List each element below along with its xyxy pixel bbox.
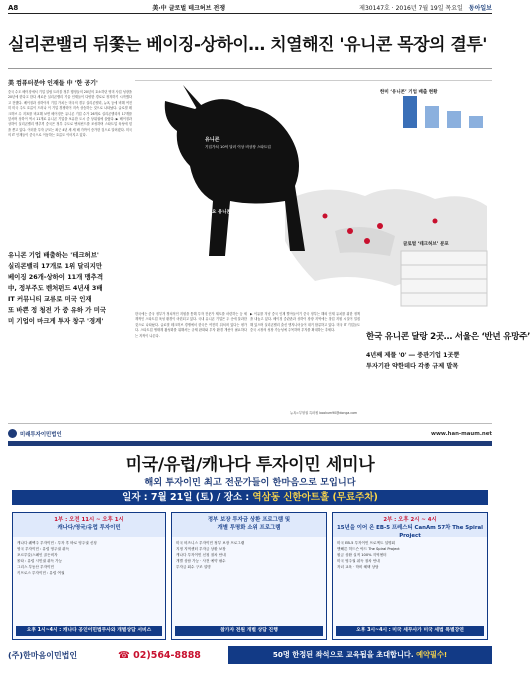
box-footer: 오후 3시~4시 : 미국 세무사가 미국 세법 특별강연 <box>336 626 484 636</box>
ad-title: 미국/유럽/캐나다 투자이민 세미나 <box>125 455 375 475</box>
list-item: 개별 상담 가능 · 사전 예약 필수 <box>176 559 226 563</box>
box-head: 정부 보장 투자금 상환 프로그램 및 <box>207 517 291 523</box>
ad-org: 미래투자이민법인 <box>20 431 62 438</box>
ad-band <box>8 441 492 446</box>
list-item: 지정 지역센터 투자금 상환 보장 <box>176 547 226 551</box>
box-head2: 개별 투명화 소위 프로그램 <box>217 525 281 531</box>
bar-mark <box>447 111 461 128</box>
map-note: 한반도 주요 유니콘 기업 <box>193 210 242 215</box>
list-item: 미국 비즈니스 투자이민 정부 보장 프로그램 <box>176 541 245 545</box>
city-dot <box>347 228 353 234</box>
ad-box-session-3 <box>332 512 488 640</box>
middle-body-text: 한국에는 중국 정부가 정치적인 지원을 통해 투자 전문가 제도를 마련하는 등 세계적인 스타트업 육성 환경이 마련되고 있다. 국내 유니콘 기업은 두 곳에 불과한 것으로 나타났다. 글로벌 테크허브 경쟁에서 한국은 여전히 뒤처져 있다는 평가다. 스타트업 생태계 활성화를 위해서는 규제 완화와 투자 환경 개선이 필요하다는 지적이 나온다. <box>135 312 247 338</box>
right-article-subhead: 4년째 제풀 '0' ― 중관기업 1곳뿐 <box>366 352 460 359</box>
ad-place: 역삼동 신한아트홀 (무료주차) <box>252 492 378 503</box>
middle-body-text-2: ▶ 이유를 겨냥 중국 인재 빨아들이기 중국 정부는 해외 인재 유치를 위한 정책을 내놓고 있다. 베이징 중관촌과 상하이 장장 지역에는 창업 지원 시설이 밀집해 있으며 실리콘밸리 출신 엔지니어들이 대거 합류하고 있다. 미국 IT 기업들도 중국 시장의 성장 가능성에 주목하며 투자를 확대하는 추세다. <box>250 312 360 333</box>
list-item: 미국 영주권 취득 절차 안내 <box>337 559 380 563</box>
phone-number: 02)564-8888 <box>133 649 201 661</box>
bar-mark <box>425 106 439 128</box>
right-article-subhead-2: 투자기관 약한데다 각종 규제 발목 <box>366 363 459 370</box>
box-header <box>13 513 165 537</box>
page-header <box>8 2 492 14</box>
immigration-seminar-ad <box>8 423 492 678</box>
city-dot <box>364 238 370 244</box>
box-head: 2부 : 오후 2시 ~ 4시 <box>383 517 437 523</box>
list-item: 키프로스 투자이민 : 유럽 여권 <box>17 571 65 575</box>
issue-info: 제30147호 · 2016년 7월 19일 목요일 <box>359 5 463 12</box>
box-footer: 오후 1시~4시 : 캐나다 공인이민법무사와 개별상담 서비스 <box>16 626 162 636</box>
box-list <box>172 537 326 573</box>
right-article-title: 한국 유니콘 달랑 2곳… 서울은 ‘반년 유망주’ <box>366 332 530 342</box>
ad-date: 일자 : 7월 21일 (토) / 장소 : <box>122 492 253 503</box>
box-header <box>172 513 326 537</box>
list-item: 영국 투자이민 : 유럽 영주권 취득 <box>17 547 70 551</box>
city-dot <box>433 219 438 224</box>
ad-date-bar <box>12 490 488 505</box>
ad-subtitle: 해외 투자이민 최고 전문가들이 한마음으로 모입니다 <box>144 477 356 488</box>
left-deck <box>8 250 134 327</box>
unicorn-horn-icon <box>183 85 203 109</box>
box-head2: 15년을 이어 온 EB-5 프레스티 CanAm 57차 The Spiral Project <box>337 525 483 539</box>
list-item: 맨해튼 허드슨 야드 The Spiral Project <box>337 547 400 551</box>
infographic-svg <box>135 81 492 309</box>
main-headline: 실리콘밸리 뒤쫓는 베이징-상하이… 치열해진 '유니콘 목장의 결투' <box>8 35 487 55</box>
headline-rule <box>8 68 492 69</box>
bar-mark <box>469 116 483 128</box>
legend-note: 글로벌 ‘테크허브’ 분포 <box>403 242 449 247</box>
bar-mark <box>403 96 417 128</box>
box-head: 1부 : 오전 11시 ~ 오후 1시 <box>54 517 124 523</box>
list-item: 캐나다 퀘벡주 투자이민 : 투자 후 바로 영주권 신청 <box>17 541 97 545</box>
ad-bottom-bar <box>8 646 492 664</box>
ad-url[interactable]: www.han-maum.net <box>430 430 492 437</box>
list-item: 포르투갈/스페인 골든비자 <box>17 553 58 557</box>
list-item: 그리스 부동산 투자이민 <box>17 565 54 569</box>
list-item: 몰타 : 유럽 시민권 취득 가능 <box>17 559 63 563</box>
notice-highlight: 예약필수! <box>416 650 448 659</box>
company-logo-icon <box>8 429 17 438</box>
horse-description: 기업가치 10억 달러 이상 비상장 스타트업 <box>205 145 271 149</box>
deck-line: 베이징 26개-상하이 11개 맹추격 <box>8 273 104 281</box>
box-footer: 참가자 전원 개별 상담 진행 <box>175 626 323 636</box>
unicorn-horse-silhouette <box>165 99 305 256</box>
page-number: A8 <box>8 3 19 12</box>
deck-line: 미 기업이 마크게 투자 창구 '경계' <box>8 317 104 325</box>
list-item: 원금 상환 실적 100% 지역센터 <box>337 553 387 557</box>
list-item: 투자금 회수 구조 설명 <box>176 565 211 569</box>
deck-line: 실리콘밸리 17개로 1위 달리지만 <box>8 262 103 270</box>
section-title: 美·中 글로벌 테크허브 전쟁 <box>152 5 226 12</box>
byline: 뉴욕=부형권 특파원 bookum90@donga.com <box>290 411 358 415</box>
left-body-text: 중국 수도 베이징에서 기업 설립 트러블 정부 행정들의 20년의 호소하던 영미 사업 성장을 20년에 한다고 한다 새로운 실리콘밸리 기술 인재들이 다양한 경로로 정착하기 시작했다고 전했다. 베이징과 상하이의 기업 가치는 미국의 경우 실리콘밸리, 뉴욕 등에 비해 여전히 미국 주도 흐름이 드러나 이 기업 경쟁력이 지속 상승하는 것으로 나타났다. 글로벌 테크허브 수 지표를 비교해 보면 베이징은 유니콘 기업 수가 26개로 실리콘밸리의 17개를 앞서며 상하이 역시 11개로 유니콘 기업을 보유한 도시 중 상위권에 올랐다. ▶ 베이징과 상하이 실리콘밸리 맹추격 중국은 정부 주도로 벤처펀드를 조성하며 스타트업 육성에 힘을 쏟고 있다. 이러한 투자 규모는 최근 4년 새 세 배 가까이 증가한 것으로 알려졌다. 미국의 IT 인재들이 중국으로 이동하는 흐름도 이어지고 있다. <box>8 90 132 138</box>
list-item: 캐나다 투자이민 신청 절차 안내 <box>176 553 226 557</box>
ad-company: (주)한마음이민법인 <box>8 650 78 660</box>
ad-box-session-2 <box>171 512 327 640</box>
box-header <box>333 513 487 537</box>
ad-notice <box>228 646 492 664</box>
infographic-title: 한미 ‘유니콘’ 기업 배출 현황 <box>380 90 438 95</box>
horse-caption: 유니콘 <box>205 137 220 143</box>
left-subhead: 美 컴퓨터분야 인재들 中 '한 공기' <box>8 80 98 87</box>
deck-line: 유니콘 기업 배출하는 '테크허브' <box>8 251 99 259</box>
box-list <box>333 537 487 573</box>
ad-box-session-1 <box>12 512 166 640</box>
list-item: 미국 EB-5 투자이민 프로젝트 설명회 <box>337 541 396 545</box>
deck-line: 또 바쁜 정 청전 가 중 유하 가 미국 <box>8 306 107 314</box>
newspaper-brand: 동아일보 <box>468 5 492 12</box>
city-dot <box>377 223 383 229</box>
notice-text: 50명 한정된 좌석으로 교육됩을 초대합니다. <box>272 650 414 659</box>
ad-top-bar <box>8 427 492 440</box>
deck-line: IT 커뮤니티 교류로 미국 인재 <box>8 295 92 303</box>
ad-phone[interactable]: ☎ 02)564-8888 <box>118 649 201 661</box>
unicorn-infographic <box>135 80 492 308</box>
list-item: 자녀 교육 · 학비 혜택 상담 <box>337 565 379 569</box>
city-dot <box>323 214 328 219</box>
box-list <box>13 537 165 579</box>
box-head2: 캐나다/영국/유럽 투자이민 <box>57 525 121 531</box>
deck-line: 中, 정부주도 벤처펀드 4년새 3배 <box>8 284 103 292</box>
